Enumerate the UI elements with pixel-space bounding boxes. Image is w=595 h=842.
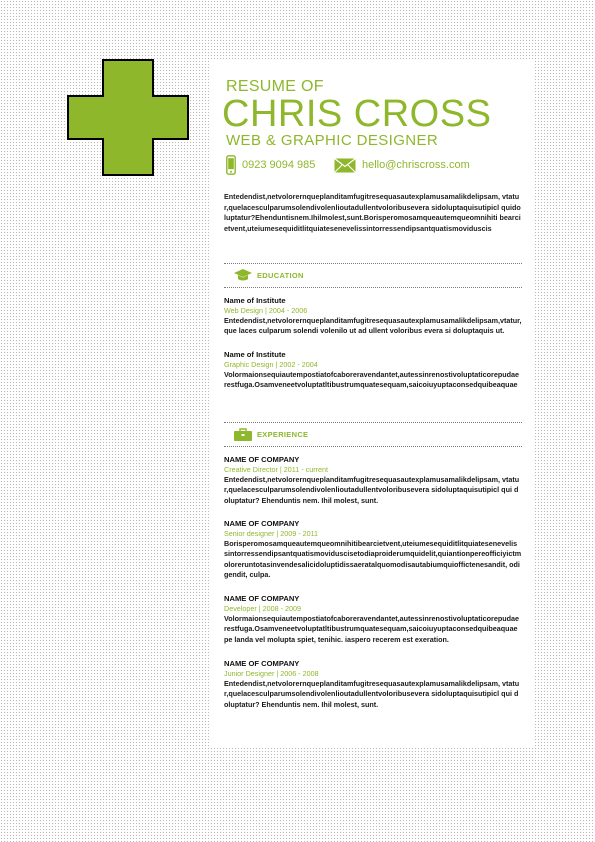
institute-name: Name of Institute: [224, 350, 286, 359]
job-subtitle: Creative Director | 2011 - current: [224, 465, 328, 474]
company-name: NAME OF COMPANY: [224, 659, 300, 668]
job-subtitle: Developer | 2008 - 2009: [224, 604, 301, 613]
candidate-role: WEB & GRAPHIC DESIGNER: [226, 132, 439, 149]
cross-logo: [67, 59, 189, 176]
job-description: Entedendist,netvolorernqueplanditamfugitresequasautexplamusamalikdelipsam, vtatur,quelacesculparumsolendivolenlioutadullentvoloribusevera sidoluptaquisutipicl qui doluptatur? Ehenduntis nem. Ihil molest, sunt.: [224, 679, 520, 709]
candidate-name: CHRIS CROSS: [222, 93, 492, 135]
experience-entry: [224, 519, 522, 581]
company-name: NAME OF COMPANY: [224, 455, 300, 464]
job-description: Borisperomosamqueautemqueomnihitibearcietvent,uteiumesequiditlitquiatesenevelis sintorressendipsantquatismoviduscisetodiaproiderumquidelit,quiantionpereofficiyictmoloreruntotasinvendesalicidoluptidissaeratalquomodisautabiumquioffictenesandit, odigendit, culpa.: [224, 539, 522, 580]
graduation-cap-icon: [234, 269, 252, 281]
job-subtitle: Senior designer | 2009 - 2011: [224, 529, 319, 538]
institute-name: Name of Institute: [224, 296, 286, 305]
resume-sheet: [210, 60, 533, 746]
job-subtitle: Junior Designer | 2006 - 2008: [224, 669, 319, 678]
education-subtitle: Graphic Design | 2002 - 2004: [224, 360, 318, 369]
phone-contact: [226, 154, 315, 176]
education-entry: [224, 350, 522, 391]
education-heading: EDUCATION: [257, 271, 304, 280]
education-entry: [224, 296, 522, 337]
phone-number: 0923 9094 985: [242, 159, 316, 171]
experience-entry: [224, 659, 522, 710]
experience-heading: EXPERIENCE: [257, 430, 309, 439]
education-section-header: [224, 263, 522, 281]
experience-section-header: [224, 422, 522, 440]
education-description: Volormaionsequiautempostiatofcaboreravendantet,autessinrenostivoluptaticorepudae restfuga.Osamveneetvoluptatltibustrumquatesequam,saicoiuyuptaconsedquibeaquae: [224, 370, 520, 390]
job-description: Entedendist,netvolorernqueplanditamfugitresequasautexplamusamalikdelipsam, vtatur,quelacesculparumsolendivolenlioutadullentvoloribusevera sidoluptaquisutipicl qui doluptatur? Ehenduntis nem. Ihil molest, sunt.: [224, 475, 520, 505]
divider: [224, 446, 522, 447]
envelope-icon: [334, 158, 356, 173]
divider: [224, 422, 522, 423]
job-description: Volormaionsequiautempostiatofcaboreravendantet,autessinrenostivoluptaticorepudae restfuga.Osamveneetvoluptatltibustrumquatesequam,saicoiuyuptaconsedquibeaquae pe landa vel molupta spiet, tenihic. iaspero recerem est exeration.: [224, 614, 520, 644]
email-contact[interactable]: [334, 154, 470, 176]
divider: [224, 287, 522, 288]
education-description: Entedendist,netvolorernqueplanditamfugitresequasautexplamusamalikdelipsam,vtatur, que laces culparum solendi volenilo ut ad ullent voloribus evera si doluptaquis ut.: [224, 316, 522, 336]
phone-icon: [226, 155, 236, 175]
email-address[interactable]: hello@chriscross.com: [362, 159, 470, 171]
divider: [224, 263, 522, 264]
experience-entry: [224, 455, 522, 506]
experience-entry: [224, 594, 522, 645]
company-name: NAME OF COMPANY: [224, 594, 300, 603]
intro-paragraph: Entedendist,netvolorernqueplanditamfugitresequasautexplamusamalikdelipsam, vtatur,quelacesculparumsolendivolenlioutadullentvoloribusevera sidoluptaquisutipicl quidoluptatur?Ehenduntisnem.Ihilmolest,sunt.Borisperomosamqueautemqueomnihiti bearcietvent,uteiumesequiditlitquiatesenevelissintorressendipsantquatismoviduscis: [224, 192, 521, 233]
resume-of-label: RESUME OF: [226, 78, 324, 95]
briefcase-icon: [234, 428, 252, 441]
company-name: NAME OF COMPANY: [224, 519, 300, 528]
education-subtitle: Web Design | 2004 - 2006: [224, 306, 308, 315]
